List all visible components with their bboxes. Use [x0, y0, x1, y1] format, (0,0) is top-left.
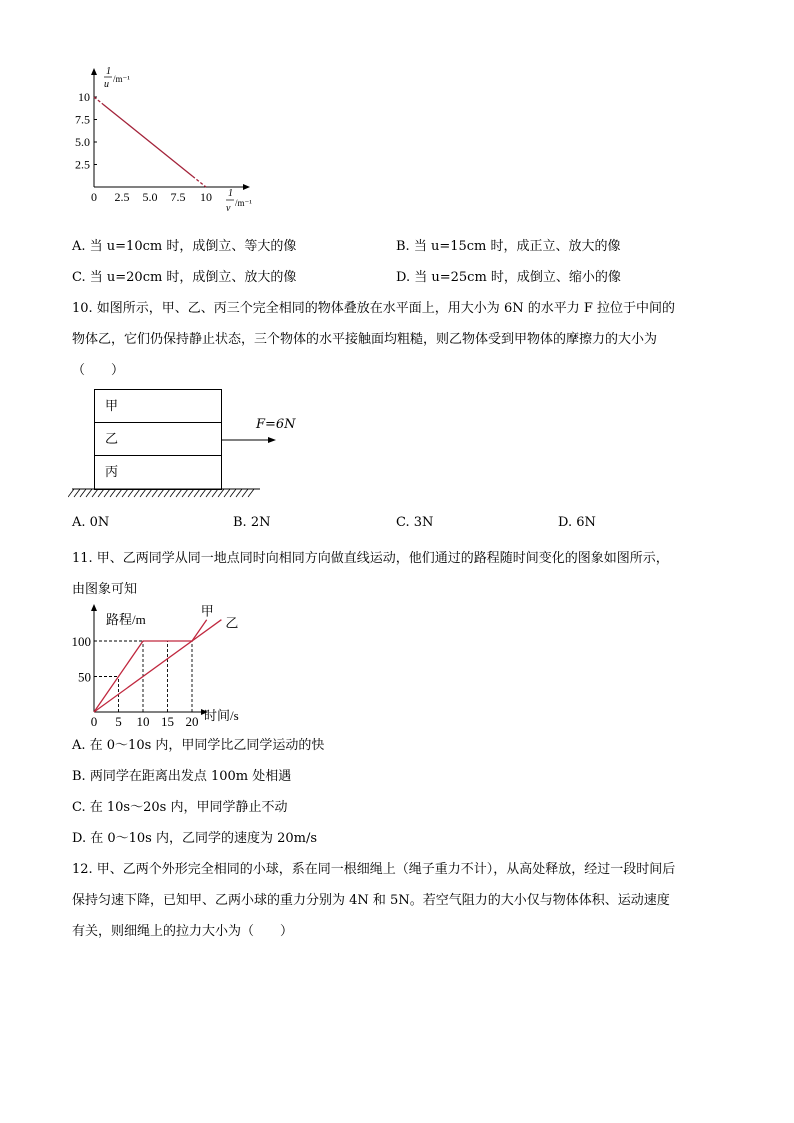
q11-option-c[interactable]: C. 在 10s～20s 内，甲同学静止不动: [72, 800, 288, 815]
hatch-line: [158, 489, 164, 497]
hatch-line: [122, 489, 128, 497]
hatch-line: [110, 489, 116, 497]
hatch-line: [140, 489, 146, 497]
line-dashed-start: [94, 97, 103, 104]
q10-stem-line3: （ ）: [72, 363, 125, 378]
block-bing: 丙: [105, 465, 119, 480]
q11-option-d[interactable]: D. 在 0～10s 内，乙同学的速度为 20m/s: [72, 831, 318, 846]
line-dashed-end: [193, 176, 206, 187]
series-line-0: [94, 620, 207, 712]
hatch-line: [170, 489, 176, 497]
q10-stem-line1: 10. 如图所示，甲、乙、丙三个完全相同的物体叠放在水平面上，用大小为 6N 的水平力 F 拉位于中间的: [72, 301, 676, 316]
y-tick-label: 50: [78, 669, 91, 685]
x-tick-label: 7.5: [170, 190, 186, 204]
hatch-line: [74, 489, 80, 497]
x-label-den: v: [226, 203, 231, 214]
force-and-ground: [68, 420, 298, 505]
hatch-line: [86, 489, 92, 497]
q12-stem-line2: 保持匀速下降，已知甲、乙两小球的重力分别为 4N 和 5N。若空气阻力的大小仅与物体体积、运动速度: [72, 893, 670, 908]
lens-graph: [60, 60, 270, 225]
block-yi: 乙: [95, 423, 221, 456]
hatch-line: [242, 489, 248, 497]
y-axis-arrow: [91, 68, 97, 75]
x-tick-label: 10: [136, 714, 150, 728]
hatch-line: [116, 489, 122, 497]
hatch-line: [218, 489, 224, 497]
y-label-num: 1: [106, 66, 111, 77]
x-axis-arrow: [243, 184, 250, 190]
q11-option-b[interactable]: B. 两同学在距离出发点 100m 处相遇: [72, 769, 292, 784]
hatch-line: [80, 489, 86, 497]
series-label: 乙: [225, 615, 239, 631]
y-tick-label: 7.5: [75, 112, 90, 127]
y-tick-label: 5.0: [75, 135, 90, 149]
x-tick-label: 0: [91, 190, 97, 204]
hatch-line: [236, 489, 242, 497]
hatch-line: [224, 489, 230, 497]
x-tick-label: 0: [90, 714, 98, 728]
hatch-line: [206, 489, 212, 497]
x-tick-label: 15: [161, 714, 174, 728]
hatch-line: [164, 489, 170, 497]
series-line-1: [94, 620, 221, 712]
x-label-unit: /m⁻¹: [235, 198, 252, 208]
force-label: F=6N: [256, 417, 296, 432]
hatch-line: [188, 489, 194, 497]
y-label-unit: /m⁻¹: [113, 74, 130, 84]
x-tick-label: 5: [115, 714, 122, 728]
q10-option-b[interactable]: B. 2N: [233, 515, 271, 530]
x-axis-label: 时间/s: [204, 708, 239, 723]
q12-stem-line1: 12. 甲、乙两个外形完全相同的小球，系在同一根细绳上（绳子重力不计），从高处释放，经过一段时间后: [72, 862, 676, 877]
block-jia: 甲: [95, 390, 221, 423]
hatch-line: [200, 489, 206, 497]
y-tick-label: 10: [78, 90, 90, 104]
x-tick-label: 10: [200, 190, 212, 204]
ground-hatching: [68, 489, 254, 497]
q9-option-b[interactable]: B. 当 u=15cm 时，成正立、放大的像: [396, 239, 621, 254]
hatch-line: [104, 489, 110, 497]
q12-stem-line3: 有关，则细绳上的拉力大小为（ ）: [72, 924, 294, 939]
series-label: 甲: [200, 603, 214, 619]
y-tick-label: 2.5: [75, 157, 90, 172]
q9-option-c[interactable]: C. 当 u=20cm 时，成倒立、放大的像: [72, 270, 297, 285]
y-label-den: u: [104, 79, 109, 90]
x-tick-label: 5.0: [142, 190, 158, 204]
hatch-line: [128, 489, 134, 497]
q9-option-d[interactable]: D. 当 u=25cm 时，成倒立、缩小的像: [396, 270, 621, 285]
hatch-line: [182, 489, 188, 497]
distance-time-graph: [70, 598, 260, 728]
y-tick-label: 100: [71, 634, 91, 649]
hatch-line: [176, 489, 182, 497]
hatch-line: [230, 489, 236, 497]
hatch-line: [146, 489, 152, 497]
q10-stem-line2: 物体乙，它们仍保持静止状态，三个物体的水平接触面均粗糙，则乙物体受到甲物体的摩擦力的大小为: [72, 332, 658, 347]
q11-stem-line1: 11. 甲、乙两同学从同一地点同时向相同方向做直线运动，他们通过的路程随时间变化的图象如图所示，: [72, 551, 669, 566]
hatch-line: [92, 489, 98, 497]
hatch-line: [68, 489, 74, 497]
hatch-line: [134, 489, 140, 497]
x-label-num: 1: [228, 188, 233, 199]
y-axis-label: 路程/m: [106, 612, 146, 627]
q11-option-a[interactable]: A. 在 0～10s 内，甲同学比乙同学运动的快: [72, 738, 325, 753]
hatch-line: [248, 489, 254, 497]
q10-option-d[interactable]: D. 6N: [558, 515, 596, 530]
hatch-line: [212, 489, 218, 497]
hatch-line: [194, 489, 200, 497]
hatch-line: [152, 489, 158, 497]
q9-option-a[interactable]: A. 当 u=10cm 时，成倒立、等大的像: [72, 239, 297, 254]
hatch-line: [98, 489, 104, 497]
x-tick-label: 20: [185, 714, 199, 728]
q11-stem-line2: 由图象可知: [72, 582, 138, 597]
line-solid: [103, 104, 193, 176]
q10-option-c[interactable]: C. 3N: [396, 515, 434, 530]
q10-option-a[interactable]: A. 0N: [72, 515, 110, 530]
x-tick-label: 2.5: [114, 190, 130, 204]
